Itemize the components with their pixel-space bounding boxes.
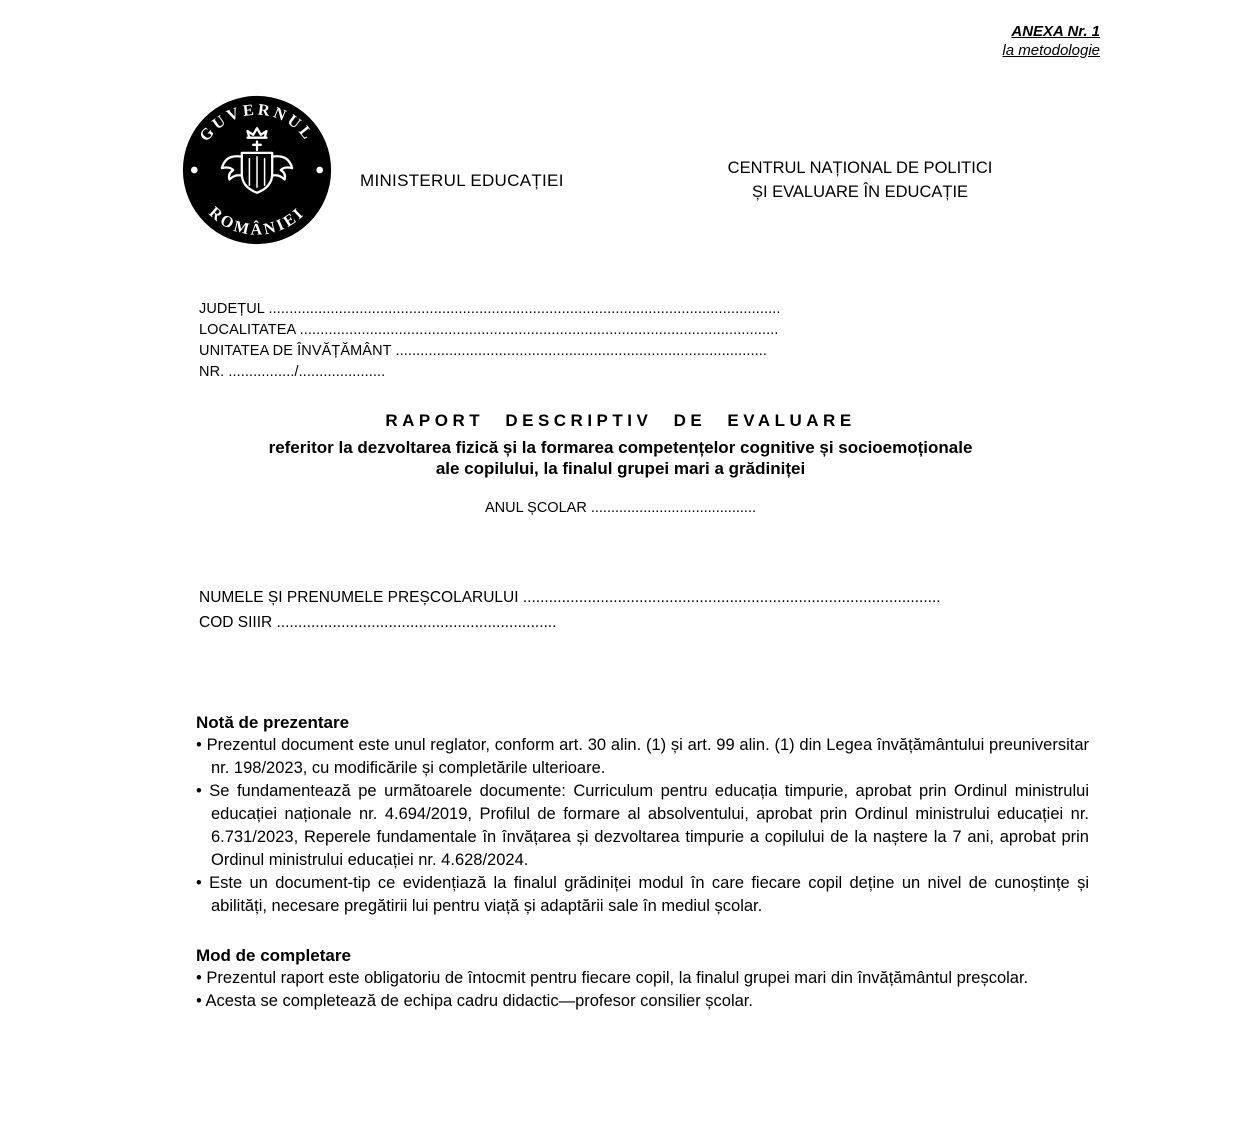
seal-text-bottom: ROMÂNIEI bbox=[205, 203, 309, 239]
seal-left-dot bbox=[191, 167, 198, 174]
section-mod-de-completare bbox=[196, 944, 1089, 1013]
report-title-block bbox=[0, 411, 1241, 479]
annex-line-1: ANEXA Nr. 1 bbox=[1011, 23, 1100, 40]
national-center-line-2: ȘI EVALUARE ÎN EDUCAȚIE bbox=[751, 183, 969, 201]
seal-text-top: GUVERNUL bbox=[196, 101, 318, 145]
nota-bullet-1: • Prezentul document este unul reglator, conform art. 30 alin. (1) și art. 99 alin. (1) din Legea învățământului preuniversitar nr. 198/2023, cu modificările și completările ulterioare. bbox=[196, 736, 1089, 777]
annex-line-2: la metodologie bbox=[1002, 42, 1100, 59]
field-localitate: LOCALITATEA .................................................................................................................... bbox=[199, 322, 779, 338]
field-judet: JUDEȚUL ............................................................................................................................ bbox=[199, 301, 781, 317]
report-title: RAPORT DESCRIPTIV DE EVALUARE bbox=[385, 411, 856, 430]
annex-note bbox=[1002, 22, 1100, 60]
field-anul-scolar: ANUL ȘCOLAR ......................................... bbox=[485, 500, 756, 516]
mod-bullet-1: • Prezentul raport este obligatoriu de întocmit pentru fiecare copil, la finalul grupei mari din învățământul preșcolar. bbox=[196, 969, 1029, 987]
nota-bullet-2: • Se fundamentează pe următoarele documente: Curriculum pentru educația timpurie, aprobat prin Ordinul ministrului educației naționale nr. 4.694/2019, Profilul de formare al absolventului, aprobat prin Ordinul ministrului educației nr. 6.731/2023, Reperele fundamentale în învățarea și dezvoltarea timpurie a copilului de la naștere la 7 ani, aprobat prin Ordinul ministrului educației nr. 4.628/2024. bbox=[196, 782, 1089, 869]
field-numar-inregistrare: NR. ................/..................... bbox=[199, 364, 386, 380]
report-subtitle-1: referitor la dezvoltarea fizică și la formarea competențelor cognitive și socioemoționale bbox=[268, 438, 973, 457]
field-nume-prescolar: NUMELE ȘI PRENUMELE PREȘCOLARULUI ................................................................................................. bbox=[199, 589, 941, 606]
national-center-line-1: CENTRUL NAȚIONAL DE POLITICI bbox=[727, 159, 993, 177]
government-seal-logo bbox=[181, 94, 333, 246]
section-nota-de-prezentare bbox=[196, 711, 1089, 918]
seal-right-dot bbox=[316, 167, 323, 174]
nota-heading: Notă de prezentare bbox=[196, 713, 350, 732]
mod-heading: Mod de completare bbox=[196, 946, 351, 965]
ministry-name: MINISTERUL EDUCAȚIEI bbox=[360, 171, 564, 190]
field-unitate-invatamant: UNITATEA DE ÎNVĂȚĂMÂNT .......................................................................................... bbox=[199, 343, 768, 359]
nota-bullet-3: • Este un document-tip ce evidențiază la finalul grădiniței modul în care fiecare copil deține un nivel de cunoștințe și abilități, necesare pregătirii lui pentru viață și adaptării sale în mediul școlar. bbox=[196, 874, 1089, 915]
national-center-name bbox=[688, 156, 1032, 204]
student-identification bbox=[199, 585, 941, 635]
mod-bullet-2: • Acesta se completează de echipa cadru didactic—profesor consilier școlar. bbox=[196, 992, 753, 1010]
admin-fields bbox=[199, 299, 781, 383]
field-cod-siiir: COD SIIIR ................................................................. bbox=[199, 614, 557, 631]
report-subtitle-2: ale copilului, la finalul grupei mari a grădiniței bbox=[435, 459, 806, 478]
